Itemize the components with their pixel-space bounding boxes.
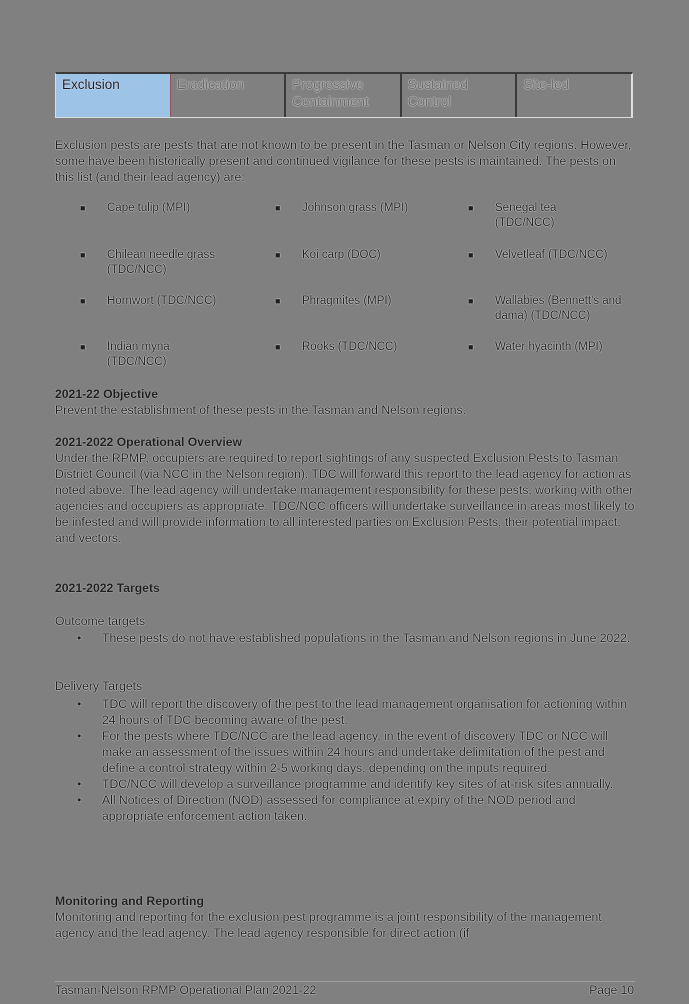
intro-paragraph: Exclusion pests are pests that are not known to be present in the Tasman or Nelson City regions. However, some have been historically present and continued vigilance for these pests is maintained. The pests on this list (and their lead agency) are: (55, 138, 632, 184)
monitoring-text: Monitoring and reporting for the exclusion pest programme is a joint responsibility of the management agency and the lead agency. The lead agency responsible for direct action (if (55, 910, 602, 940)
bullet-icon: ■ (275, 296, 281, 306)
programme-tabs (55, 72, 633, 118)
delivery-target-item: • TDC/NCC will develop a surveillance programme and identify key sites of at-risk sites annually. (55, 776, 635, 792)
tab-sustained-control[interactable]: Sustained Control (402, 74, 518, 117)
delivery-target-item: • All Notices of Direction (NOD) assessed for compliance at expiry of the NOD period and appropriate enforcement action taken. (55, 792, 635, 824)
bullet-icon: ■ (275, 250, 281, 260)
delivery-target-item: • TDC will report the discovery of the pest to the lead management organisation for actioning within 24 hours of TDC becoming aware of the pest. (55, 696, 635, 728)
tab-site-led[interactable]: Site-led (517, 74, 632, 117)
bullet-icon: ■ (80, 203, 86, 213)
delivery-targets-label: Delivery Targets (55, 679, 143, 693)
monitoring-heading: Monitoring and Reporting (55, 894, 204, 908)
bullet-icon: ■ (80, 296, 86, 306)
targets-heading: 2021-2022 Targets (55, 581, 160, 595)
tab-eradication[interactable]: Eradication (171, 74, 287, 117)
bullet-icon: ■ (275, 203, 281, 213)
objective-heading: 2021-22 Objective (55, 387, 158, 401)
bullet-icon: ■ (80, 342, 86, 352)
delivery-target-item: • For the pests where TDC/NCC are the lead agency, in the event of discovery TDC or NCC will make an assessment of the issues within 24 hours and undertake delimitation of the pest and define a control strategy within 2-5 working days, depending on the inputs required. (55, 728, 635, 776)
outcome-targets-list (55, 630, 635, 646)
objective-text: Prevent the establishment of these pests in the Tasman and Nelson regions. (55, 403, 467, 417)
footer-page-number: Page 10 (589, 983, 634, 997)
bullet-icon: ■ (468, 342, 474, 352)
bullet-icon: ■ (468, 203, 474, 213)
delivery-targets-list (55, 696, 635, 824)
tab-progressive-containment[interactable]: Progressive Containment (286, 74, 402, 117)
bullet-icon: ■ (275, 342, 281, 352)
footer-document-title: Tasman-Nelson RPMP Operational Plan 2021-22 (55, 983, 317, 997)
overview-text: Under the RPMP, occupiers are required to report sightings of any suspected Exclusion Pests to Tasman District Council (via NCC in the Nelson region). TDC will forward this report to the lead agency for action as noted above. The lead agency will undertake management responsibility for these pests, working with other agencies and occupiers as appropriate. TDC/NCC officers will undertake surveillance in areas most likely to be infested and will provide information to all interested parties on Exclusion Pests, their potential impact, and vectors. (55, 451, 635, 545)
outcome-targets-label: Outcome targets (55, 614, 146, 628)
overview-heading: 2021-2022 Operational Overview (55, 435, 242, 449)
outcome-target-item: • These pests do not have established populations in the Tasman and Nelson regions in June 2022. (55, 630, 635, 646)
tab-exclusion[interactable]: Exclusion (56, 74, 171, 117)
bullet-icon: ■ (80, 250, 86, 260)
bullet-icon: ■ (468, 250, 474, 260)
bullet-icon: ■ (468, 296, 474, 306)
footer-divider (55, 981, 635, 982)
